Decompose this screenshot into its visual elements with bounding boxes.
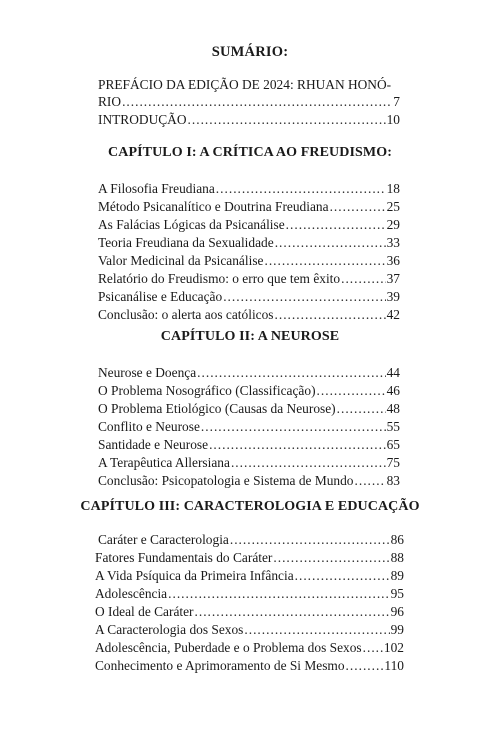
leader-dots xyxy=(337,400,386,417)
toc-entry-label: Adolescência, Puberdade e o Problema dos Sexos xyxy=(95,640,362,655)
leader-dots xyxy=(355,472,386,489)
toc-entry-page: 88 xyxy=(390,550,404,565)
leader-dots xyxy=(244,621,389,638)
toc-entry-page: 33 xyxy=(386,235,400,250)
toc-entry xyxy=(98,400,400,417)
toc-entry xyxy=(98,364,400,381)
leader-dots xyxy=(195,603,390,620)
leader-dots xyxy=(275,306,386,323)
toc-entry xyxy=(98,270,400,287)
chapter-heading-1: CAPÍTULO I: A CRÍTICA AO FREUDISMO: xyxy=(108,145,392,160)
toc-entry xyxy=(95,567,404,584)
toc-entry-page: 29 xyxy=(386,217,400,232)
toc-entry-page: 44 xyxy=(386,365,400,380)
toc-entry-page: 96 xyxy=(390,604,404,619)
toc-entry xyxy=(98,288,400,305)
leader-dots xyxy=(230,531,390,548)
toc-entry-page: 89 xyxy=(390,568,404,583)
leader-dots xyxy=(209,436,386,453)
toc-entry-page: 42 xyxy=(386,307,400,322)
toc-entry xyxy=(98,252,400,269)
toc-entry xyxy=(95,639,404,656)
toc-entry-label: As Falácias Lógicas da Psicanálise xyxy=(98,217,285,232)
toc-entry-label: A Vida Psíquica da Primeira Infância xyxy=(95,568,294,583)
toc-entry-page: 99 xyxy=(390,622,404,637)
leader-dots xyxy=(216,180,386,197)
leader-dots xyxy=(317,382,386,399)
toc-entry-label: O Problema Etiológico (Causas da Neurose) xyxy=(98,401,336,416)
toc-entry-page: 110 xyxy=(384,658,404,673)
toc-entry xyxy=(95,621,404,638)
preface-line-1: PREFÁCIO DA EDIÇÃO DE 2024: RHUAN HONÓ- xyxy=(98,77,392,92)
toc-entry-introduction xyxy=(98,111,400,128)
toc-entry xyxy=(95,657,404,674)
toc-entry-label: Neurose e Doença xyxy=(98,365,197,380)
toc-entry-label: Conclusão: o alerta aos católicos xyxy=(98,307,274,322)
leader-dots xyxy=(231,454,386,471)
leader-dots xyxy=(330,198,386,215)
leader-dots xyxy=(168,585,389,602)
toc-entry-page: 75 xyxy=(386,455,400,470)
toc-entry xyxy=(98,234,400,251)
toc-entry xyxy=(95,585,404,602)
toc-entry-label: Conclusão: Psicopatologia e Sistema de Mundo xyxy=(98,473,354,488)
toc-entry xyxy=(98,382,400,399)
toc-entry-label: Método Psicanalítico e Doutrina Freudiana xyxy=(98,199,329,214)
toc-entry-label: A Terapêutica Allersiana xyxy=(98,455,230,470)
leader-dots xyxy=(363,639,383,656)
toc-entry xyxy=(98,306,400,323)
toc-entry-page: 48 xyxy=(386,401,400,416)
toc-entry xyxy=(98,454,400,471)
toc-entry xyxy=(98,216,400,233)
leader-dots xyxy=(275,234,386,251)
toc-entry-label: Conhecimento e Aprimoramento de Si Mesmo xyxy=(95,658,345,673)
toc-entry xyxy=(98,180,400,197)
toc-entry-label: Relatório do Freudismo: o erro que tem êxito xyxy=(98,271,341,286)
toc-entry-label: A Caracterologia dos Sexos xyxy=(95,622,244,637)
page-title: SUMÁRIO: xyxy=(211,44,289,60)
leader-dots xyxy=(286,216,386,233)
toc-entry-label: O Ideal de Caráter xyxy=(95,604,194,619)
toc-entry-page: 86 xyxy=(390,532,404,547)
toc-entry-page: 65 xyxy=(386,437,400,452)
toc-entry xyxy=(95,603,404,620)
chapter-heading-2: CAPÍTULO II: A NEUROSE xyxy=(160,329,340,344)
toc-entry-label: Santidade e Neurose xyxy=(98,437,209,452)
toc-entry-page: 95 xyxy=(390,586,404,601)
toc-entry-page: 18 xyxy=(386,181,400,196)
toc-entry-label: Conflito e Neurose xyxy=(98,419,200,434)
toc-entry-label: Psicanálise e Educação xyxy=(98,289,223,304)
toc-entry xyxy=(98,531,404,548)
toc-entry-page: 36 xyxy=(386,253,400,268)
toc-entry xyxy=(98,472,400,489)
toc-entry-label: Caráter e Caracterologia xyxy=(98,532,229,547)
leader-dots xyxy=(273,549,389,566)
toc-entry-label: Fatores Fundamentais do Caráter xyxy=(95,550,273,565)
leader-dots xyxy=(264,252,385,269)
toc-entry xyxy=(98,418,400,435)
leader-dots xyxy=(201,418,386,435)
toc-entry-label: Valor Medicinal da Psicanálise xyxy=(98,253,264,268)
leader-dots xyxy=(197,364,385,381)
toc-entry-page: 83 xyxy=(386,473,400,488)
toc-entry-label: A Filosofia Freudiana xyxy=(98,181,215,196)
toc-entry xyxy=(98,198,400,215)
toc-entry-page: 37 xyxy=(386,271,400,286)
toc-entry-page: 10 xyxy=(386,112,400,127)
toc-entry-page: 55 xyxy=(386,419,400,434)
leader-dots xyxy=(223,288,385,305)
leader-dots xyxy=(188,111,386,128)
leader-dots xyxy=(346,657,384,674)
toc-entry-label: INTRODUÇÃO xyxy=(98,112,187,127)
leader-dots xyxy=(341,270,386,287)
toc-entry-preface xyxy=(98,93,400,110)
toc-entry xyxy=(98,436,400,453)
toc-entry-page: 7 xyxy=(393,94,400,109)
toc-entry-label: RIO xyxy=(98,94,122,109)
toc-entry-label: Teoria Freudiana da Sexualidade xyxy=(98,235,274,250)
toc-entry-label: Adolescência xyxy=(95,586,168,601)
chapter-heading-3: CAPÍTULO III: CARACTEROLOGIA E EDUCAÇÃO xyxy=(80,499,420,514)
leader-dots xyxy=(295,567,390,584)
toc-entry-page: 39 xyxy=(386,289,400,304)
toc-entry-label: O Problema Nosográfico (Classificação) xyxy=(98,383,316,398)
leader-dots xyxy=(122,93,392,110)
toc-entry xyxy=(95,549,404,566)
toc-entry-page: 46 xyxy=(386,383,400,398)
toc-entry-page: 102 xyxy=(383,640,404,655)
toc-entry-page: 25 xyxy=(386,199,400,214)
